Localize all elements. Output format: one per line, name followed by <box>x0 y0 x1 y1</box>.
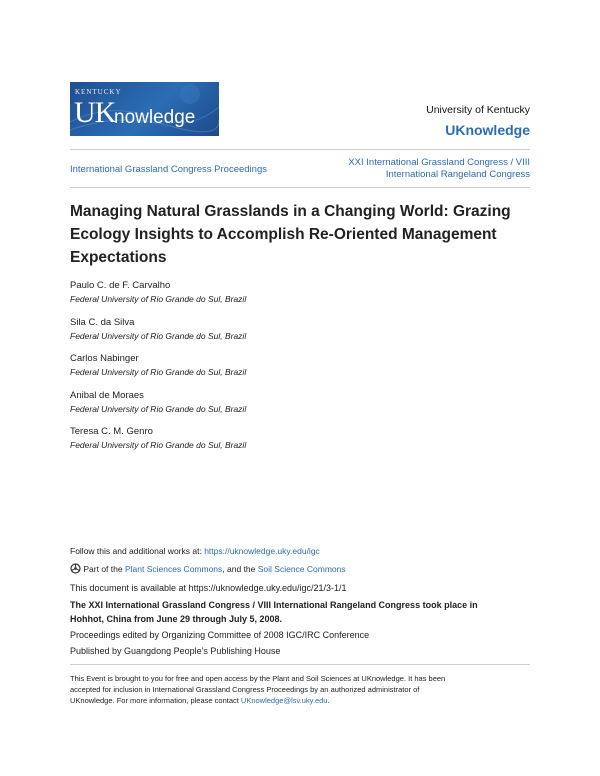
author-affiliation: Federal University of Rio Grande do Sul, Brazil <box>70 331 247 341</box>
author-affiliation: Federal University of Rio Grande do Sul, Brazil <box>70 294 247 304</box>
header-divider <box>70 149 530 150</box>
part-prefix: Part of the <box>83 564 125 574</box>
nav-divider <box>70 187 530 188</box>
author-name: Teresa C. M. Genro <box>70 426 153 437</box>
soil-science-link[interactable]: Soil Science Commons <box>257 564 346 574</box>
author-affiliation: Federal University of Rio Grande do Sul, Brazil <box>70 440 247 450</box>
author-affiliation: Federal University of Rio Grande do Sul, Brazil <box>70 367 247 377</box>
congress-link[interactable] <box>310 157 530 181</box>
title-line-1: Managing Natural Grasslands in a Changing World: Grazing <box>70 203 511 220</box>
proceedings-link[interactable]: International Grassland Congress Proceedings <box>70 164 267 175</box>
part-mid: , and the <box>222 564 258 574</box>
author-name: Sila C. da Silva <box>70 317 135 328</box>
university-name: University of Kentucky <box>426 104 530 116</box>
disclaimer-line-3 <box>70 695 530 706</box>
title-line-3: Expectations <box>70 249 167 266</box>
footer-divider <box>70 664 530 665</box>
congress-link-line1: XXI International Grassland Congress / VIII <box>348 157 530 168</box>
contact-email-link[interactable]: UKnowledge@lsv.uky.edu <box>240 696 328 705</box>
congress-info-line-2: Hohhot, China from June 29 through July 5, 2008. <box>70 614 283 624</box>
disclaimer-contact-prefix: UKnowledge. For more information, please contact <box>70 696 241 705</box>
disclaimer-line-1: This Event is brought to you for free and open access by the Plant and Soil Sciences at UKnowledge. It has been <box>70 674 446 683</box>
disclaimer-suffix: . <box>327 696 330 705</box>
logo-nowledge-text: nowledge <box>114 107 196 128</box>
author-name: Carlos Nabinger <box>70 353 139 364</box>
available-line: This document is available at https://uknowledge.uky.edu/igc/21/3-1/1 <box>70 583 347 593</box>
disclaimer <box>70 673 530 706</box>
follow-prefix: Follow this and additional works at: <box>70 546 205 556</box>
congress-link-line2: International Rangeland Congress <box>385 169 530 180</box>
follow-link[interactable]: https://uknowledge.uky.edu/igc <box>204 546 320 556</box>
proceedings-line: Proceedings edited by Organizing Committee of 2008 IGC/IRC Conference <box>70 630 370 640</box>
plant-sciences-link[interactable]: Plant Sciences Commons <box>124 564 223 574</box>
author-affiliation: Federal University of Rio Grande do Sul, Brazil <box>70 404 247 414</box>
paper-title <box>70 200 540 269</box>
logo-kentucky-text: KENTUCKY <box>75 88 122 96</box>
publisher-line: Published by Guangdong People's Publishing House <box>70 646 281 656</box>
author-name: Paulo C. de F. Carvalho <box>70 280 171 291</box>
disclaimer-line-2: accepted for inclusion in International Grassland Congress Proceedings by an authorized administrator of <box>70 685 420 694</box>
title-line-2: Ecology Insights to Accomplish Re-Oriented Management <box>70 226 497 243</box>
author-name: Anibal de Moraes <box>70 390 144 401</box>
logo-uk-text: UK <box>74 96 116 129</box>
follow-line <box>70 546 320 556</box>
uknowledge-link[interactable]: UKnowledge <box>445 122 530 138</box>
congress-info-line-1: The XXI International Grassland Congress / VIII International Rangeland Congress took place in <box>70 600 478 610</box>
network-icon <box>70 563 81 574</box>
part-of-line <box>70 563 346 574</box>
uknowledge-logo[interactable] <box>70 82 219 136</box>
